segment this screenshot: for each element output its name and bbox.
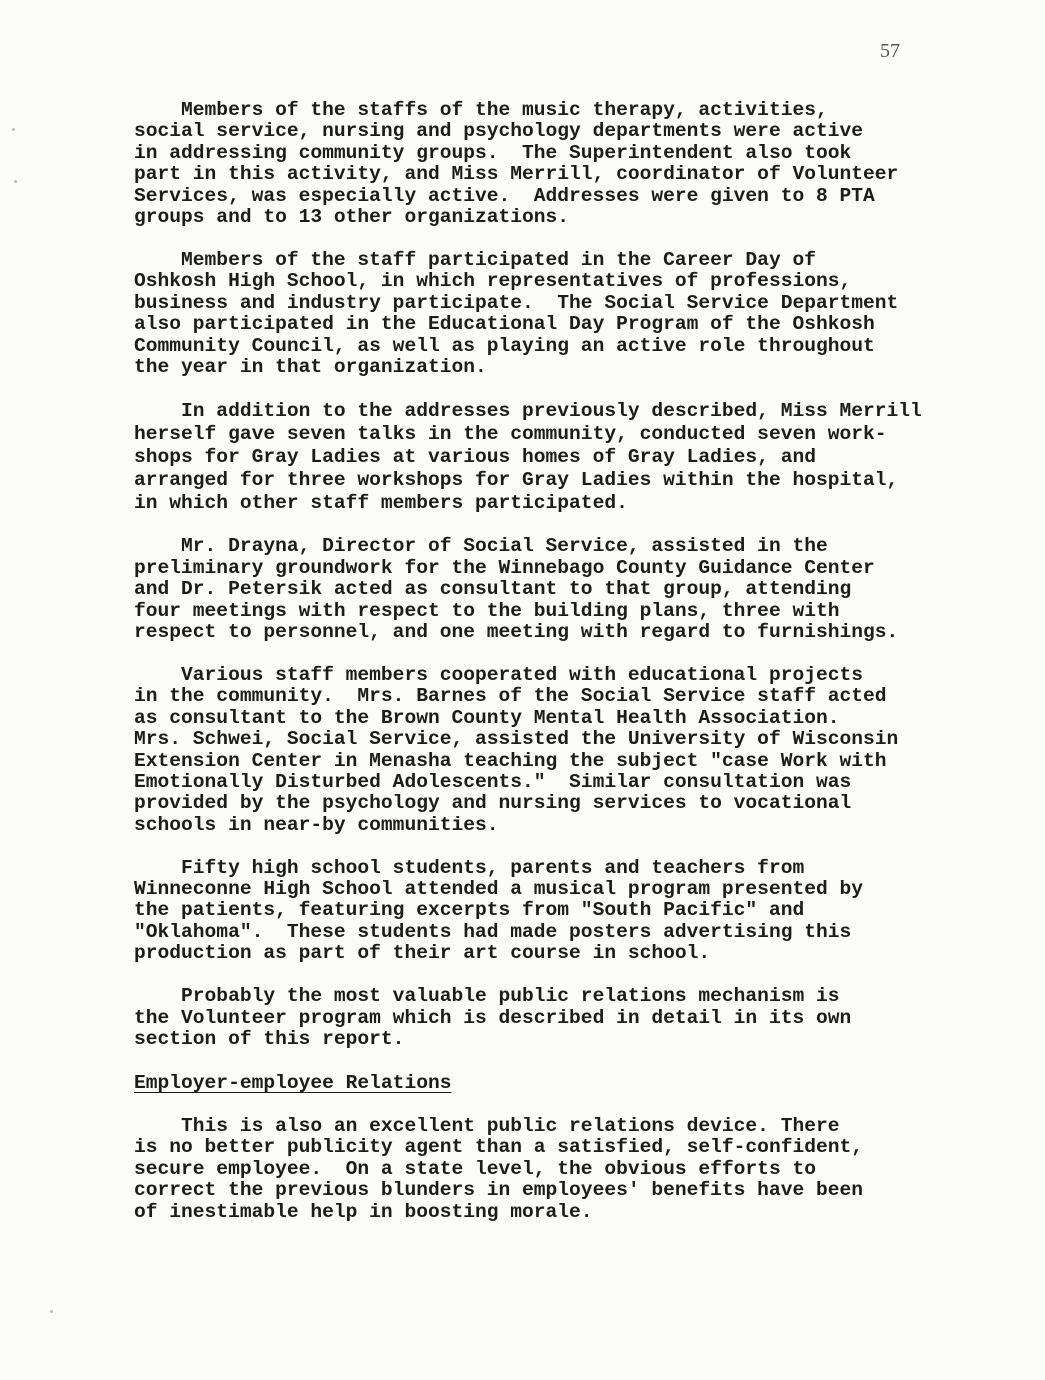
scan-speck — [14, 180, 17, 183]
paragraph-volunteer-program: Probably the most valuable public relations mechanism is the Volunteer program which is described in detail in its own section of this report. — [134, 985, 852, 1050]
page-number: 57 — [880, 40, 900, 62]
paragraph-educational-projects: Various staff members cooperated with educational projects in the community. Mrs. Barnes of the Social Service staff acted as consultant to the Brown County Mental Health Association. Mrs. Schwei, Social Service, assisted the University of Wisconsin Extension Center in Menasha teaching the subject "case Work with Emotionally Disturbed Adolescents." Similar consultation was provided by the psychology and nursing services to vocational schools in near-by communities. — [134, 663, 899, 836]
paragraph-employee-relations: This is also an excellent public relations device. There is no better publicity agent than a satisfied, self-confident, secure employee. On a state level, the obvious efforts to correct the previous blunders in employees' benefits have been of inestimable help in boosting morale. — [134, 1114, 864, 1223]
scan-speck — [12, 128, 15, 131]
paragraph-career-day: Members of the staff participated in the Career Day of Oshkosh High School, in which representatives of professions, business and industry participate. The Social Service Department also participated in the Educational Day Program of the Oshkosh Community Council, as well as playing an active role throughout the year in that organization. — [134, 248, 899, 378]
paragraph-musical-program: Fifty high school students, parents and teachers from Winneconne High School attended a musical program presented by the patients, featuring excerpts from "South Pacific" and "Oklahoma". These students had made posters advertising this production as part of their art course in school. — [134, 856, 864, 965]
paragraph-miss-merrill: In addition to the addresses previously described, Miss Merrill herself gave seven talks in the community, conducted seven work- shops for Gray Ladies at various homes of Gray Ladies, and arranged for three workshops for Gray Ladies within the hospital, in which other staff members participated. — [134, 399, 922, 514]
document-body — [134, 100, 1014, 1244]
scan-speck — [50, 1310, 53, 1313]
paragraph-community-addresses: Members of the staffs of the music therapy, activities, social service, nursing and psychology departments were active in addressing community groups. The Superintendent also took part in this activity, and Miss Merrill, coordinator of Volunteer Services, was especially active. Addresses were given to 8 PTA groups and to 13 other organizations. — [134, 99, 899, 229]
section-heading: Employer-employee Relations — [134, 1071, 452, 1094]
paragraph-guidance-center: Mr. Drayna, Director of Social Service, assisted in the preliminary groundwork for the Winnebago County Guidance Center and Dr. Petersik acted as consultant to that group, attending four meetings with respect to the building plans, three with respect to personnel, and one meeting with regard to furnishings. — [134, 535, 899, 643]
